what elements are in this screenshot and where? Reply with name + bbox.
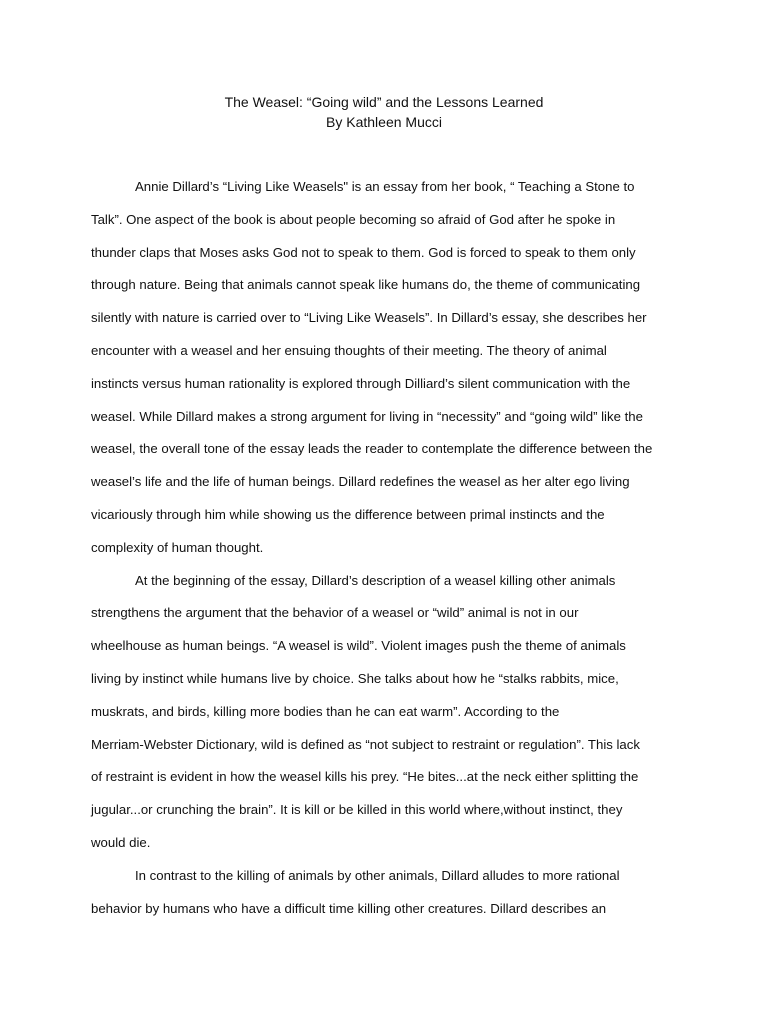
text-line: At the beginning of the essay, Dillard’s description of a weasel killing other animals <box>135 572 616 588</box>
document-author: By Kathleen Mucci <box>326 114 442 130</box>
essay-body <box>91 171 691 925</box>
text-line: Merriam-Webster Dictionary, wild is defined as “not subject to restraint or regulation”. This lack <box>91 736 640 752</box>
title-block <box>0 92 768 132</box>
text-line: would die. <box>91 834 151 850</box>
text-line: weasel, the overall tone of the essay leads the reader to contemplate the difference between the <box>91 441 653 457</box>
text-line: through nature. Being that animals cannot speak like humans do, the theme of communicating <box>91 277 641 293</box>
text-line: jugular...or crunching the brain”. It is kill or be killed in this world where,without instinct, they <box>91 802 623 818</box>
text-line: behavior by humans who have a difficult time killing other creatures. Dillard describes an <box>91 900 607 916</box>
text-line: Talk”. One aspect of the book is about people becoming so afraid of God after he spoke in <box>91 211 616 227</box>
text-line: of restraint is evident in how the weasel kills his prey. “He bites...at the neck either splitting the <box>91 769 639 785</box>
text-line: weasel. While Dillard makes a strong argument for living in “necessity” and “going wild” like the <box>91 408 643 424</box>
text-line: In contrast to the killing of animals by other animals, Dillard alludes to more rational <box>135 867 620 883</box>
text-line: Annie Dillard’s “Living Like Weasels" is an essay from her book, “ Teaching a Stone to <box>135 179 635 194</box>
text-line: wheelhouse as human beings. “A weasel is wild”. Violent images push the theme of animals <box>91 638 626 654</box>
document-title: The Weasel: “Going wild” and the Lessons Learned <box>224 94 544 110</box>
text-line: encounter with a weasel and her ensuing thoughts of their meeting. The theory of animal <box>91 342 607 358</box>
text-line: vicariously through him while showing us the difference between primal instincts and the <box>91 506 605 522</box>
text-line: living by instinct while humans live by choice. She talks about how he “stalks rabbits, mice, <box>91 670 619 686</box>
text-line: instincts versus human rationality is explored through Dilliard’s silent communication with the <box>91 375 631 391</box>
text-line: silently with nature is carried over to “Living Like Weasels”. In Dillard’s essay, she describes her <box>91 310 647 326</box>
text-line: complexity of human thought. <box>91 539 264 555</box>
text-line: thunder claps that Moses asks God not to speak to them. God is forced to speak to them only <box>91 244 636 260</box>
text-line: muskrats, and birds, killing more bodies than he can eat warm”. According to the <box>91 703 560 719</box>
text-line: weasel’s life and the life of human beings. Dillard redefines the weasel as her alter ego living <box>91 474 630 490</box>
text-line: strengthens the argument that the behavior of a weasel or “wild” animal is not in our <box>91 605 579 621</box>
